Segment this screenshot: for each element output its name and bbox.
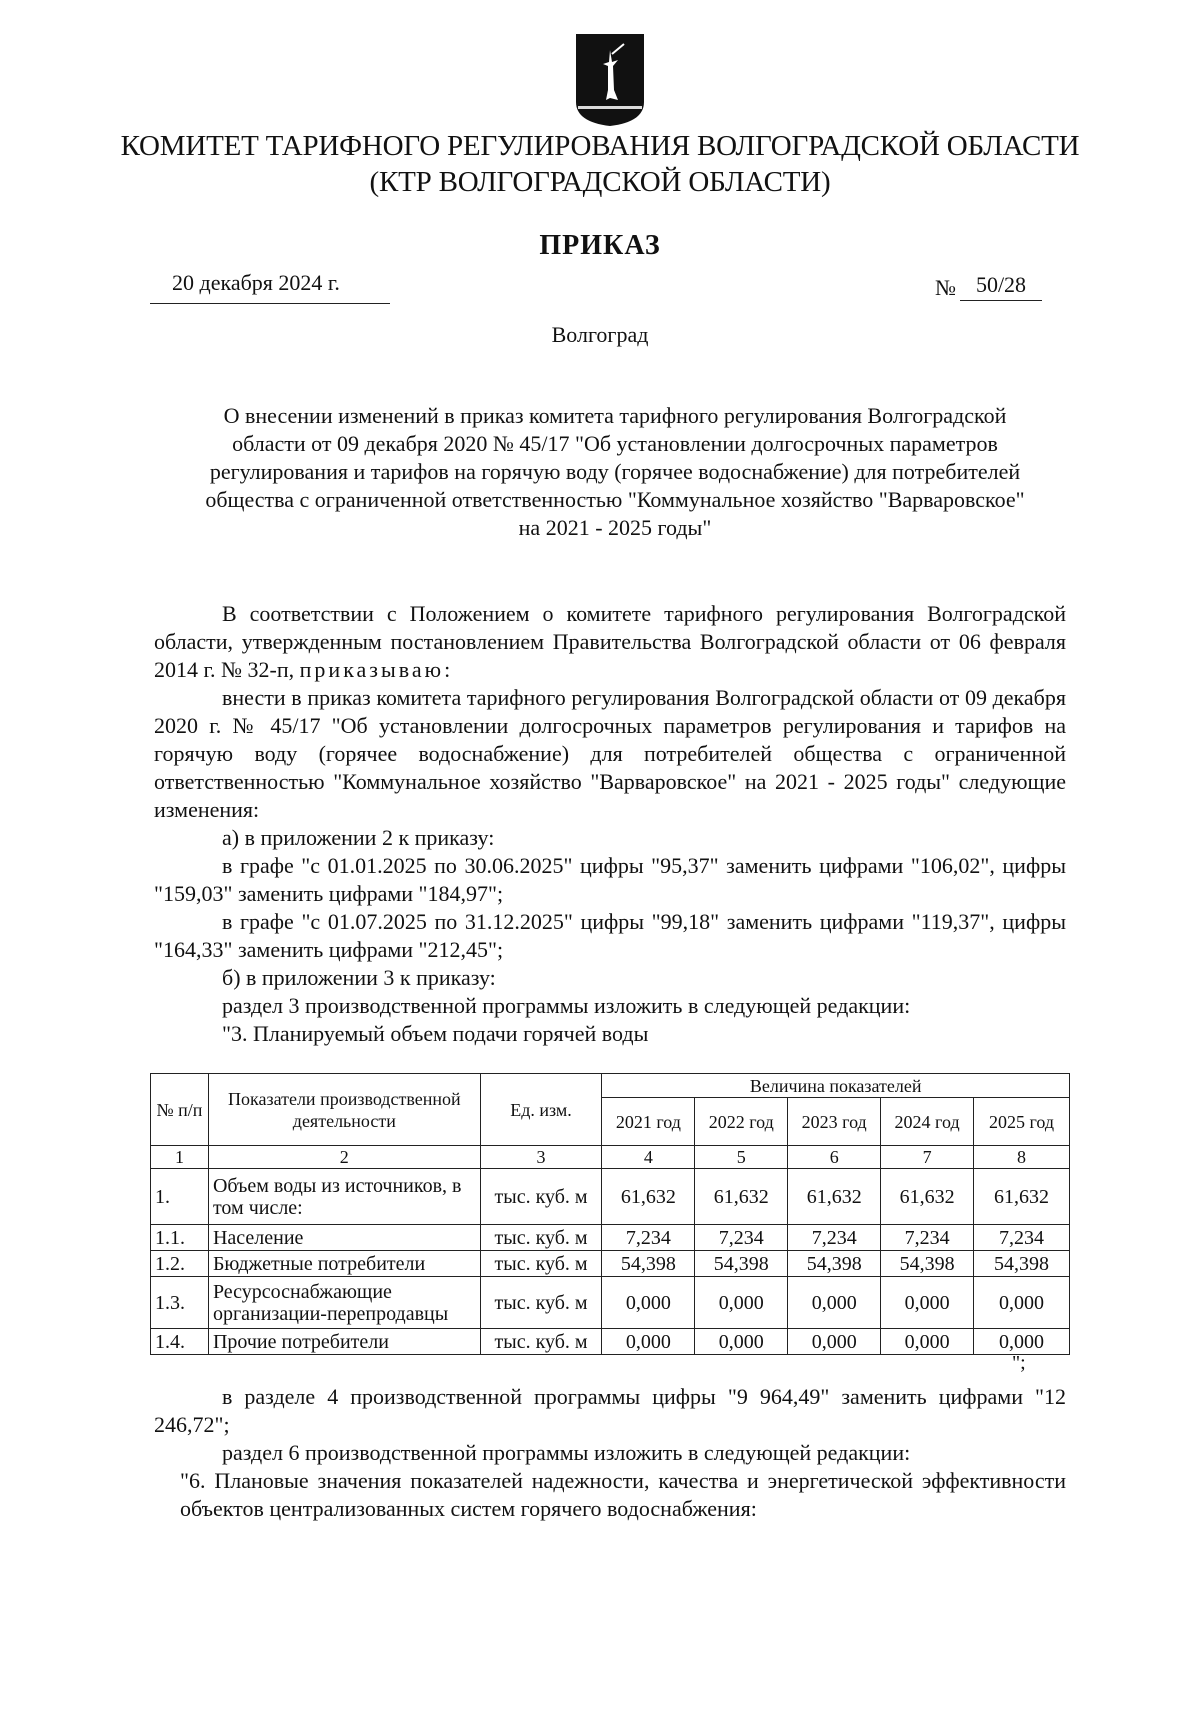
header-indicator: Показатели производственной деятельности (208, 1074, 480, 1146)
table-row (151, 1225, 1070, 1251)
section-title: "6. Плановые значения показателей надежности, качества и энергетической эффективности объектов централизованных систем горячего водоснабжения: (180, 1468, 1066, 1521)
row-name: Объем воды из источников, в том числе: (208, 1169, 480, 1225)
row-value: 7,234 (695, 1225, 788, 1251)
row-value: 54,398 (602, 1251, 695, 1277)
organization-name: КОМИТЕТ ТАРИФНОГО РЕГУЛИРОВАНИЯ ВОЛГОГРАДСКОЙ ОБЛАСТИ (120, 130, 1080, 162)
row-value: 61,632 (695, 1169, 788, 1225)
table-row (151, 1329, 1070, 1355)
table-row (151, 1251, 1070, 1277)
row-value: 61,632 (974, 1169, 1070, 1225)
amendment-item: в графе "с 01.07.2025 по 31.12.2025" цифры "99,18" заменить цифрами "119,37", цифры "164,33" заменить цифрами "212,45"; (154, 909, 1066, 962)
column-index: 4 (602, 1146, 695, 1169)
order-number: 50/28 (960, 272, 1042, 301)
amendment-item: раздел 6 производственной программы изложить в следующей редакции: (222, 1440, 911, 1465)
table-row (151, 1277, 1070, 1329)
column-index: 3 (480, 1146, 602, 1169)
order-subject (160, 402, 1070, 542)
order-date: 20 декабря 2024 г. (150, 270, 390, 304)
row-value: 0,000 (881, 1277, 974, 1329)
row-value: 54,398 (974, 1251, 1070, 1277)
number-sign: № (935, 275, 956, 300)
header-unit: Ед. изм. (480, 1074, 602, 1146)
column-index: 7 (881, 1146, 974, 1169)
row-value: 61,632 (881, 1169, 974, 1225)
row-unit: тыс. куб. м (480, 1225, 602, 1251)
amendment-item: в разделе 4 производственной программы цифры "9 964,49" заменить цифрами "12 246,72"; (154, 1384, 1066, 1437)
table-row (151, 1169, 1070, 1225)
quote-close: "; (1012, 1352, 1026, 1374)
row-value: 0,000 (974, 1329, 1070, 1355)
header-year: 2024 год (881, 1098, 974, 1146)
amendment-item: раздел 3 производственной программы изложить в следующей редакции: (222, 993, 911, 1018)
preamble-paragraph (154, 600, 1066, 684)
section-title: "3. Планируемый объем подачи горячей воды (222, 1021, 649, 1046)
row-num: 1. (151, 1169, 209, 1225)
row-name: Бюджетные потребители (208, 1251, 480, 1277)
water-supply-volume-table (150, 1073, 1070, 1355)
subject-line: регулирования и тарифов на горячую воду (горячее водоснабжение) для потребителей (209, 459, 1021, 484)
order-number-block (935, 272, 1042, 301)
row-value: 54,398 (695, 1251, 788, 1277)
row-value: 54,398 (881, 1251, 974, 1277)
row-name: Прочие потребители (208, 1329, 480, 1355)
row-num: 1.1. (151, 1225, 209, 1251)
row-value: 0,000 (974, 1277, 1070, 1329)
order-body-continued (154, 1383, 1066, 1523)
row-value: 0,000 (602, 1277, 695, 1329)
appendix3-heading: б) в приложении 3 к приказу: (222, 965, 496, 990)
column-index: 1 (151, 1146, 209, 1169)
row-value: 0,000 (788, 1329, 881, 1355)
city: Волгоград (551, 322, 649, 347)
row-num: 1.2. (151, 1251, 209, 1277)
appendix2-heading: а) в приложении 2 к приказу: (222, 825, 495, 850)
order-body (154, 600, 1066, 1048)
header-year: 2023 год (788, 1098, 881, 1146)
organization-abbreviation: (КТР ВОЛГОГРАДСКОЙ ОБЛАСТИ) (369, 166, 831, 198)
header-year: 2025 год (974, 1098, 1070, 1146)
subject-line: О внесении изменений в приказ комитета тарифного регулирования Волгоградской (223, 403, 1007, 428)
row-unit: тыс. куб. м (480, 1329, 602, 1355)
row-num: 1.3. (151, 1277, 209, 1329)
row-value: 0,000 (695, 1277, 788, 1329)
row-value: 0,000 (602, 1329, 695, 1355)
row-name: Ресурсоснабжающие организации-перепродавцы (208, 1277, 480, 1329)
subject-line: на 2021 - 2025 годы" (518, 515, 712, 540)
amendment-item: в графе "с 01.01.2025 по 30.06.2025" цифры "95,37" заменить цифрами "106,02", цифры "159,03" заменить цифрами "184,97"; (154, 853, 1066, 906)
row-value: 7,234 (974, 1225, 1070, 1251)
row-unit: тыс. куб. м (480, 1169, 602, 1225)
document-type-title: ПРИКАЗ (539, 230, 661, 261)
column-index: 5 (695, 1146, 788, 1169)
row-num: 1.4. (151, 1329, 209, 1355)
row-value: 0,000 (788, 1277, 881, 1329)
header-year: 2022 год (695, 1098, 788, 1146)
coat-of-arms-emblem (574, 32, 646, 128)
column-index: 6 (788, 1146, 881, 1169)
subject-line: области от 09 декабря 2020 № 45/17 "Об установлении долгосрочных параметров (232, 431, 998, 456)
column-index: 8 (974, 1146, 1070, 1169)
row-unit: тыс. куб. м (480, 1277, 602, 1329)
header-year: 2021 год (602, 1098, 695, 1146)
column-index: 2 (208, 1146, 480, 1169)
row-value: 61,632 (602, 1169, 695, 1225)
row-value: 54,398 (788, 1251, 881, 1277)
header-values-group: Величина показателей (602, 1074, 1070, 1098)
header-num: № п/п (151, 1074, 209, 1146)
row-unit: тыс. куб. м (480, 1251, 602, 1277)
row-value: 7,234 (602, 1225, 695, 1251)
order-keyword: приказываю: (299, 657, 454, 682)
row-value: 7,234 (881, 1225, 974, 1251)
row-value: 61,632 (788, 1169, 881, 1225)
row-value: 0,000 (695, 1329, 788, 1355)
preamble-text: В соответствии с Положением о комитете тарифного регулирования Волгоградской области, утвержденным постановлением Правительства Волгоградской области от 06 февраля 2014 г. № 32-п, (154, 601, 1066, 682)
amendment-paragraph: внести в приказ комитета тарифного регулирования Волгоградской области от 09 декабря 2020 г. № 45/17 "Об установлении долгосрочных параметров регулирования и тарифов на горячую воду (горячее водоснабжение) для потребителей общества с ограниченной ответственностью "Коммунальное хозяйство "Варваровское" на 2021 - 2025 годы" следующие изменения: (154, 685, 1066, 822)
row-name: Население (208, 1225, 480, 1251)
row-value: 7,234 (788, 1225, 881, 1251)
subject-line: общества с ограниченной ответственностью "Коммунальное хозяйство "Варваровское" (205, 487, 1025, 512)
row-value: 0,000 (881, 1329, 974, 1355)
